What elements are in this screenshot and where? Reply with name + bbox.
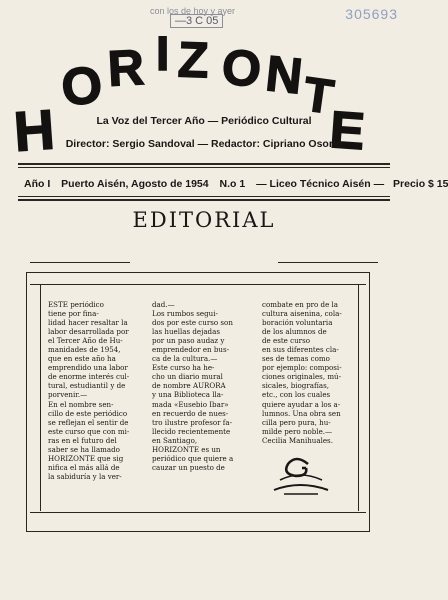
- issue-place-date: Puerto Aisén, Agosto de 1954: [61, 178, 209, 190]
- article-line: lidad hacer resaltar la: [48, 318, 128, 328]
- article-line: cillo de este periódico: [48, 408, 128, 418]
- divider: [30, 284, 366, 285]
- school-emblem: [266, 450, 336, 498]
- section-heading: EDITORIAL: [132, 208, 276, 232]
- divider: [278, 262, 378, 263]
- article-line: en Santiago,: [152, 435, 198, 445]
- archive-note: con los de hoy y ayer: [150, 6, 236, 16]
- article-line: HORIZONTE que sig: [48, 453, 124, 463]
- article-line: este curso que con mi-: [48, 426, 130, 436]
- article-line: Cecilia Manihuales.: [262, 435, 333, 445]
- article-line: tural, estudiantil y de: [48, 381, 126, 391]
- article-line: en recuerdo de nues-: [152, 408, 229, 418]
- article-line: en sus diferentes cla-: [262, 345, 339, 355]
- article-column-3: [262, 300, 342, 445]
- article-line: nifica el más allá de: [48, 462, 120, 472]
- article-line: por ejemplo: composi-: [262, 363, 342, 373]
- article-line: quiere ayudar a los a-: [262, 399, 341, 409]
- handwritten-number: —3 C 05: [170, 14, 223, 28]
- masthead-letter: H: [11, 97, 57, 164]
- divider: [18, 196, 390, 197]
- article-line: la sabiduría y la ver-: [48, 471, 122, 481]
- article-line: mada «Eusebio Ibar»: [152, 399, 229, 409]
- divider: [18, 199, 390, 201]
- article-line: Los rumbos segui-: [152, 309, 218, 319]
- article-line: periódico que quiere a: [152, 453, 234, 463]
- masthead-credits: Director: Sergio Sandoval — Redactor: Cipriano Osorio: [65, 138, 343, 150]
- article-line: de este curso: [262, 336, 310, 346]
- masthead-letter: N: [263, 45, 305, 105]
- issue-price: Precio $ 15: [393, 178, 448, 190]
- article-line: emprendido una labor: [48, 363, 128, 373]
- article-line: tro ilustre profesor fa-: [152, 417, 233, 427]
- article-line: saber se ha llamado: [48, 444, 120, 454]
- article-line: las huellas dejadas: [152, 327, 220, 337]
- article-line: ciones originales, mú-: [262, 372, 342, 382]
- article-line: el Tercer Año de Hu-: [48, 336, 123, 346]
- article-line: cauzar un puesto de: [152, 462, 225, 472]
- masthead-letter: Z: [177, 31, 210, 89]
- masthead-letter: R: [106, 39, 146, 97]
- masthead-letter: O: [58, 55, 106, 118]
- divider: [18, 167, 390, 168]
- article-line: y una Biblioteca lla-: [152, 390, 224, 400]
- divider: [30, 512, 366, 513]
- article-line: de nombre AURORA: [152, 381, 226, 391]
- article-line: porvenir.—: [48, 390, 88, 400]
- masthead-tagline: La Voz del Tercer Año — Periódico Cultural: [96, 115, 312, 127]
- article-line: HORIZONTE es un: [152, 444, 221, 454]
- article-line: emprendedor en bus-: [152, 345, 229, 355]
- article-line: se reflejan el sentir de: [48, 417, 129, 427]
- article-column-2: [152, 300, 233, 472]
- article-line: ca de la cultura.—: [152, 354, 218, 364]
- article-line: etc., con los cuales: [262, 390, 331, 400]
- article-line: cultura aisenina, cola-: [262, 309, 342, 319]
- article-line: sicales, biografías,: [262, 381, 329, 391]
- article-line: boración voluntaria: [262, 318, 333, 328]
- article-line: lumnos. Una obra sen: [262, 408, 341, 418]
- article-line: que en este año ha: [48, 354, 116, 364]
- masthead-title: [0, 0, 408, 164]
- article-line: ras en el futuro del: [48, 435, 117, 445]
- article-line: dad.—: [152, 300, 175, 309]
- article-line: llecido recientemente: [152, 426, 231, 436]
- column-rule: [40, 285, 41, 511]
- article-line: Este curso ha he-: [152, 363, 215, 373]
- issue-year: Año I: [24, 178, 51, 190]
- article-line: En el nombre sen-: [48, 399, 114, 409]
- article-line: labor desarrollada por: [48, 327, 129, 337]
- article-line: ESTE periódico: [48, 300, 104, 309]
- masthead-letter: T: [300, 68, 337, 125]
- article-line: dos por este curso son: [152, 318, 233, 328]
- article-line: por un paso audaz y: [152, 336, 225, 346]
- article-line: combate en pro de la: [262, 300, 339, 309]
- article-line: de los alumnos de: [262, 327, 327, 337]
- masthead-letter: I: [156, 28, 170, 81]
- issue-number: N.o 1: [219, 178, 246, 190]
- column-rule: [358, 285, 359, 511]
- divider: [18, 163, 390, 165]
- masthead-letter: E: [327, 101, 367, 162]
- article-line: manidades de 1954,: [48, 345, 121, 355]
- masthead-letter: O: [220, 38, 263, 98]
- article-line: cho un diario mural: [152, 372, 223, 382]
- article-line: tiene por fina-: [48, 309, 99, 319]
- article-line: de enorme interés cul-: [48, 372, 130, 382]
- divider: [30, 262, 130, 263]
- article-line: milde pero noble.—: [262, 426, 333, 436]
- issue-info-bar: [24, 178, 448, 190]
- article-column-1: [48, 300, 129, 481]
- article-line: ses de temas como: [262, 354, 330, 364]
- catalog-stamp: 305693: [345, 6, 398, 22]
- article-line: cilla pero pura, hu-: [262, 417, 331, 427]
- issue-school: — Liceo Técnico Aisén —: [256, 178, 385, 190]
